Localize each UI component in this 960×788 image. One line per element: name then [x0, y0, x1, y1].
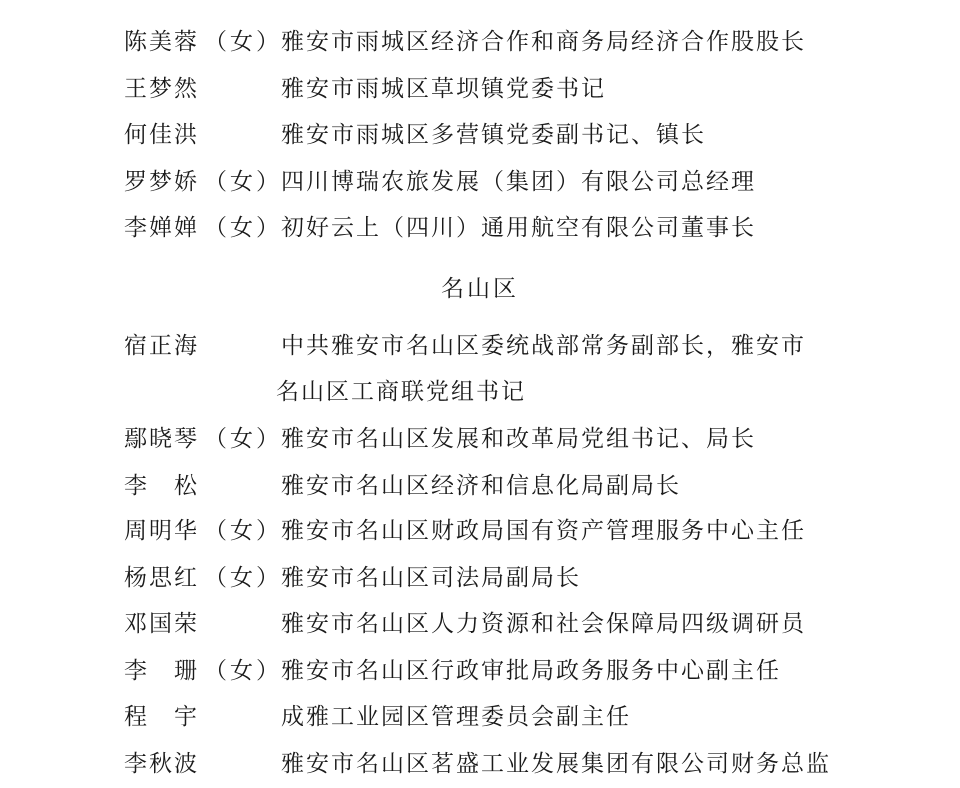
person-title: 四川博瑞农旅发展（集团）有限公司总经理 [281, 169, 756, 195]
gender-note: （女） [204, 169, 282, 195]
person-name: 李 松 [124, 473, 199, 499]
person-name: 邓国荣 [124, 611, 199, 637]
person-title: 雅安市名山区发展和改革局党组书记、局长 [281, 426, 756, 452]
section-heading: 名山区 [441, 276, 519, 302]
person-name: 何佳洪 [124, 122, 199, 148]
person-title: 雅安市名山区财政局国有资产管理服务中心主任 [281, 518, 806, 544]
person-name: 李 珊 [124, 658, 199, 684]
gender-note: （女） [204, 426, 282, 452]
person-title: 雅安市雨城区草坝镇党委书记 [281, 76, 606, 102]
person-name: 杨思红 [124, 565, 199, 591]
person-name: 李婵婵 [124, 215, 199, 241]
person-title-continuation: 名山区工商联党组书记 [276, 379, 526, 405]
gender-note: （女） [204, 518, 282, 544]
person-title: 雅安市雨城区经济合作和商务局经济合作股股长 [281, 29, 806, 55]
person-name: 罗梦娇 [124, 169, 199, 195]
person-title: 雅安市名山区经济和信息化局副局长 [281, 473, 681, 499]
person-name: 宿正海 [124, 333, 199, 359]
gender-note: （女） [204, 658, 282, 684]
person-title: 雅安市名山区行政审批局政务服务中心副主任 [281, 658, 781, 684]
gender-note: （女） [204, 215, 282, 241]
person-name: 周明华 [124, 518, 199, 544]
person-title: 雅安市名山区司法局副局长 [281, 565, 581, 591]
person-name: 王梦然 [124, 76, 199, 102]
person-name: 陈美蓉 [124, 29, 199, 55]
person-title: 雅安市名山区茗盛工业发展集团有限公司财务总监 [281, 751, 831, 777]
gender-note: （女） [204, 565, 282, 591]
person-title: 初好云上（四川）通用航空有限公司董事长 [281, 215, 756, 241]
gender-note: （女） [204, 29, 282, 55]
person-title: 雅安市名山区人力资源和社会保障局四级调研员 [281, 611, 806, 637]
person-name: 程 宇 [124, 704, 199, 730]
person-title: 成雅工业园区管理委员会副主任 [281, 704, 631, 730]
person-name: 李秋波 [124, 751, 199, 777]
person-title: 雅安市雨城区多营镇党委副书记、镇长 [281, 122, 706, 148]
person-name: 鄢晓琴 [124, 426, 199, 452]
person-title: 中共雅安市名山区委统战部常务副部长，雅安市 [281, 333, 806, 359]
